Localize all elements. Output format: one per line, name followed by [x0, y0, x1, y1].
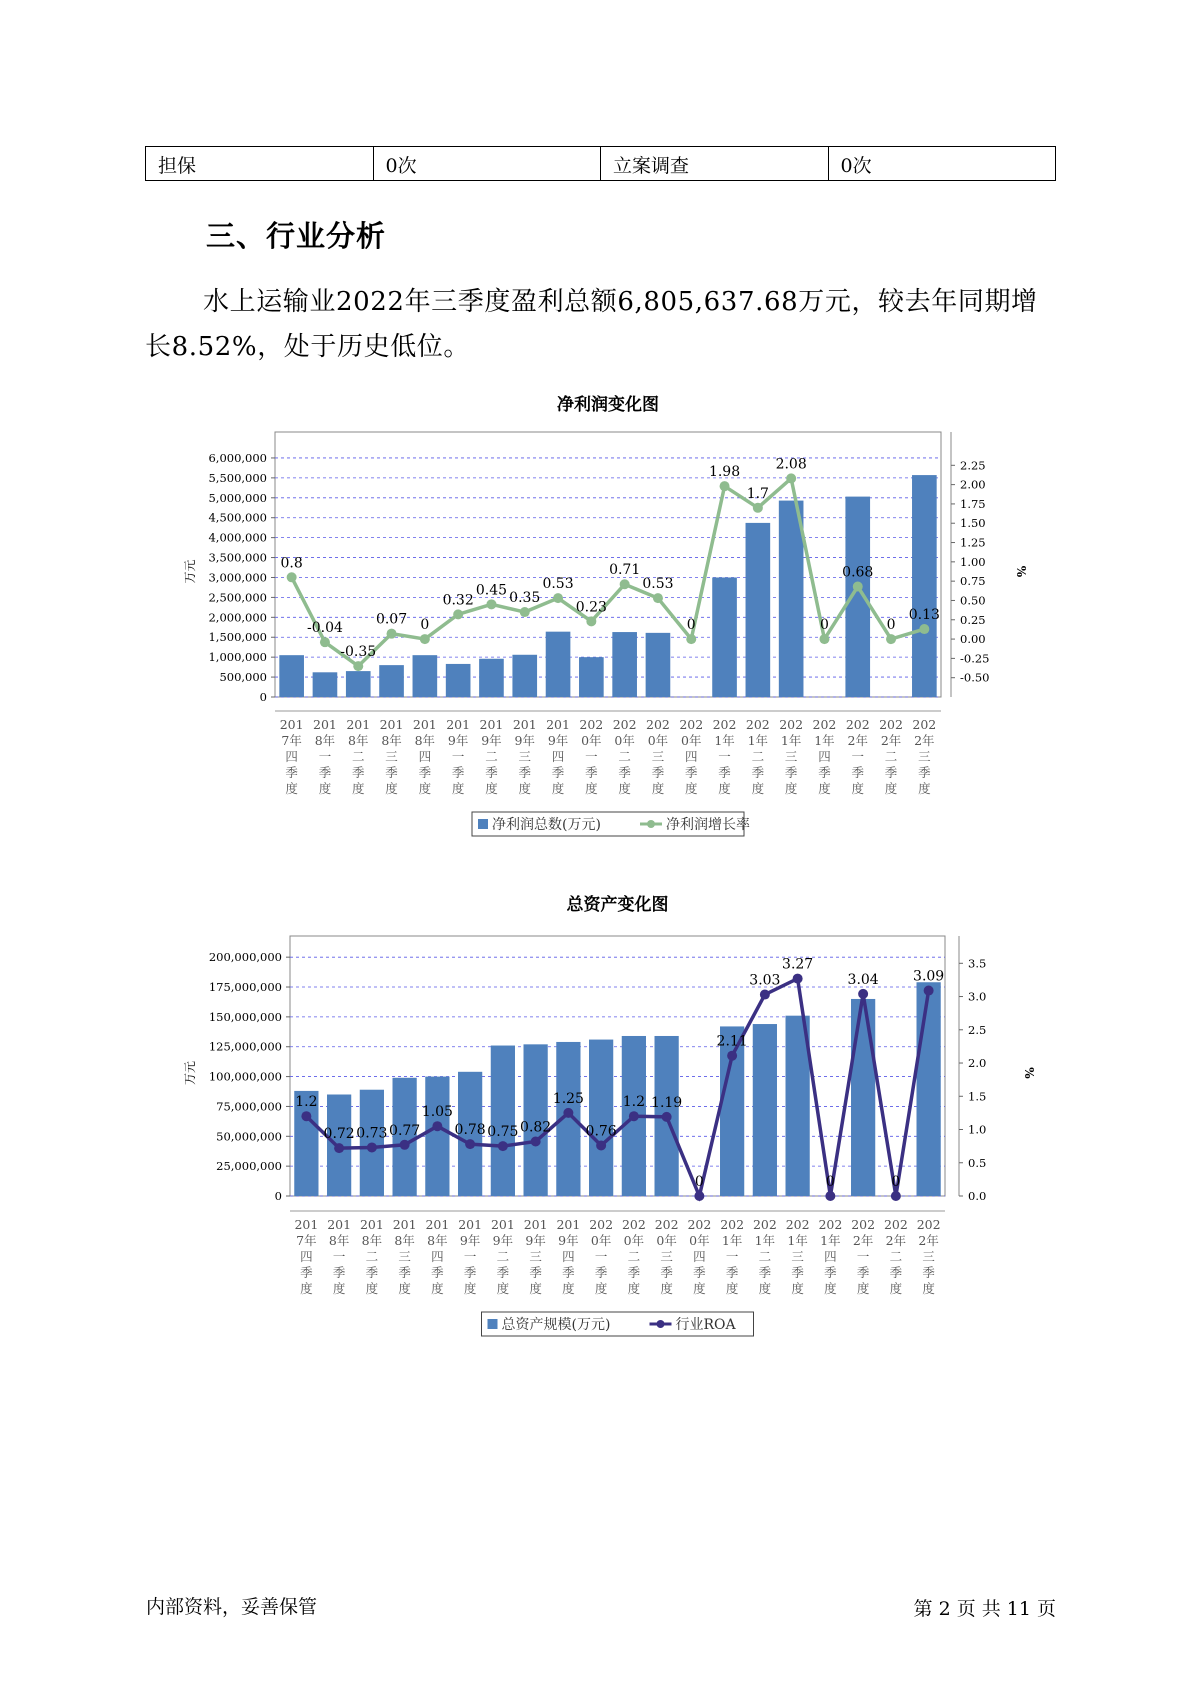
category-label: 202 0年一季度: [579, 717, 604, 796]
category-label: 202 1年二季度: [745, 717, 770, 796]
left-tick-label: 125,000,000: [208, 1039, 282, 1054]
data-label: 0.8: [280, 555, 303, 572]
series-point: [786, 473, 796, 483]
bar: [612, 632, 637, 697]
right-tick-label: 0.0: [968, 1189, 987, 1203]
bar: [346, 671, 371, 697]
series-point: [367, 1142, 377, 1152]
category-label: 202 1年一季度: [712, 717, 737, 796]
right-axis-label: %: [1022, 1067, 1036, 1079]
bar: [379, 665, 404, 697]
series-point: [858, 989, 868, 999]
category-label: 202 0年四季度: [687, 1217, 712, 1296]
category-label: 202 2年一季度: [851, 1217, 876, 1296]
series-point: [596, 1140, 606, 1150]
bar: [589, 1040, 613, 1196]
data-label: 0.32: [442, 592, 474, 609]
series-point: [486, 599, 496, 609]
series-point: [720, 481, 730, 491]
legend-line-label: 净利润增长率: [666, 817, 750, 833]
category-label: 202 2年三季度: [916, 1217, 941, 1296]
category-label: 201 7年四季度: [294, 1217, 319, 1296]
left-tick-label: 3,000,000: [208, 570, 267, 585]
series-line: [292, 478, 925, 666]
data-label: 0.07: [375, 611, 408, 628]
data-label: 0.53: [642, 576, 674, 593]
series-point: [498, 1141, 508, 1151]
category-label: 202 2年三季度: [912, 717, 937, 796]
bar: [917, 982, 941, 1196]
data-label: 0: [694, 1174, 704, 1190]
series-point: [760, 990, 770, 1000]
category-label: 202 0年四季度: [679, 717, 704, 796]
series-point: [819, 634, 829, 644]
data-label: 0: [819, 617, 829, 634]
series-point: [825, 1191, 835, 1201]
bar: [851, 999, 875, 1196]
left-tick-label: 4,500,000: [208, 510, 267, 525]
total-assets-chart: [180, 894, 1040, 1354]
category-label: 201 8年一季度: [313, 717, 337, 796]
left-tick-label: 5,500,000: [208, 470, 267, 485]
data-label: 0.68: [842, 564, 874, 581]
series-point: [620, 579, 630, 589]
category-label: 202 1年一季度: [720, 1217, 745, 1296]
category-label: 201 8年一季度: [327, 1217, 352, 1296]
legend-bar-swatch: [478, 819, 488, 829]
data-label: 0.77: [389, 1122, 421, 1139]
category-label: 202 2年二季度: [883, 1217, 908, 1296]
bar: [912, 475, 937, 697]
net-profit-chart: [180, 394, 1040, 854]
info-table: [145, 146, 1056, 181]
series-point: [320, 637, 330, 647]
series-point: [387, 629, 397, 639]
data-label: 0: [825, 1174, 835, 1190]
category-label: 201 8年四季度: [425, 1217, 450, 1296]
data-label: 0.53: [542, 576, 574, 593]
left-tick-label: 2,000,000: [208, 610, 267, 625]
left-tick-label: 1,500,000: [208, 630, 267, 645]
series-point: [891, 1191, 901, 1201]
data-label: 1.7: [746, 485, 769, 502]
left-tick-label: 0: [274, 1189, 282, 1203]
right-tick-label: -0.50: [960, 670, 990, 685]
category-label: 202 1年三季度: [785, 1217, 810, 1296]
series-point: [793, 974, 803, 984]
series-point: [686, 634, 696, 644]
data-label: 1.2: [622, 1094, 646, 1111]
category-label: 201 7年四季度: [279, 717, 304, 796]
category-label: 202 1年三季度: [779, 717, 804, 796]
bar: [425, 1077, 449, 1196]
bar: [712, 577, 737, 697]
right-tick-label: 2.5: [968, 1022, 987, 1037]
series-point: [924, 986, 934, 996]
section-heading: 三、行业分析: [206, 219, 387, 253]
data-label: 0: [886, 617, 896, 634]
series-point: [520, 607, 530, 617]
data-label: 1.05: [421, 1104, 453, 1121]
data-label: 3.27: [782, 956, 814, 973]
bar: [746, 523, 771, 697]
category-label: 201 9年三季度: [512, 717, 537, 796]
category-label: 202 1年二季度: [752, 1217, 777, 1296]
left-tick-label: 25,000,000: [216, 1159, 282, 1174]
right-axis-label: %: [1014, 565, 1028, 578]
data-label: 2.08: [775, 456, 807, 473]
bar: [491, 1046, 515, 1196]
left-tick-label: 0: [259, 690, 267, 704]
series-point: [586, 616, 596, 626]
series-point: [353, 661, 363, 671]
table-cell-investigation-count: 0次: [828, 147, 1056, 181]
series-point: [400, 1140, 410, 1150]
series-point: [694, 1191, 704, 1201]
category-label: 202 0年一季度: [589, 1217, 614, 1296]
category-label: 201 9年三季度: [523, 1217, 548, 1296]
category-label: 201 9年二季度: [479, 717, 504, 796]
left-tick-label: 200,000,000: [208, 950, 282, 965]
category-label: 201 8年二季度: [359, 1217, 384, 1296]
legend-bar-label: 净利润总数(万元): [492, 817, 601, 833]
category-label: 202 0年三季度: [654, 1217, 679, 1296]
series-point: [334, 1143, 344, 1153]
series-point: [432, 1121, 442, 1131]
left-tick-label: 50,000,000: [216, 1129, 282, 1144]
right-tick-label: 2.0: [968, 1056, 987, 1071]
bar: [779, 501, 804, 697]
data-label: 0.45: [475, 582, 508, 599]
left-tick-label: 500,000: [219, 670, 267, 685]
left-tick-label: 100,000,000: [208, 1069, 282, 1084]
category-label: 201 9年四季度: [546, 717, 570, 796]
data-label: 0.23: [575, 599, 607, 616]
data-label: 3.03: [749, 972, 781, 989]
data-label: 1.98: [708, 464, 741, 481]
data-label: 1.19: [651, 1094, 683, 1111]
right-tick-label: 2.25: [960, 458, 986, 473]
series-point: [553, 593, 563, 603]
category-label: 202 2年二季度: [879, 717, 903, 796]
right-tick-label: -0.25: [960, 651, 990, 666]
left-axis-label: 万元: [183, 1060, 197, 1086]
bar: [313, 672, 338, 697]
left-tick-label: 2,500,000: [208, 590, 267, 605]
series-point: [465, 1139, 475, 1149]
legend-line-marker: [657, 1320, 665, 1328]
table-cell-investigation-label: 立案调查: [601, 147, 829, 181]
legend-line-label: 行业ROA: [675, 1317, 736, 1333]
series-point: [420, 634, 430, 644]
right-tick-label: 3.0: [968, 989, 987, 1004]
legend-line-marker: [647, 820, 655, 828]
right-tick-label: 0.25: [960, 612, 986, 627]
series-point: [629, 1111, 639, 1121]
right-tick-label: 1.25: [960, 535, 986, 550]
series-point: [287, 572, 297, 582]
right-tick-label: 2.00: [960, 477, 986, 492]
bar: [546, 632, 571, 697]
table-cell-guarantee-label: 担保: [146, 147, 374, 181]
series-point: [531, 1136, 541, 1146]
category-label: 201 9年一季度: [458, 1217, 483, 1296]
series-point: [919, 624, 929, 634]
right-tick-label: 0.00: [960, 632, 986, 647]
category-label: 201 9年二季度: [490, 1217, 515, 1296]
right-tick-label: 0.75: [960, 574, 986, 589]
right-tick-label: 0.50: [960, 593, 986, 608]
right-tick-label: 1.75: [960, 496, 986, 511]
series-point: [662, 1112, 672, 1122]
bar: [579, 657, 604, 697]
footer-page-number: 第 2 页 共 11 页: [913, 1598, 1056, 1620]
bar: [446, 664, 471, 697]
data-label: 0: [686, 617, 696, 634]
category-label: 202 0年二季度: [621, 1217, 646, 1296]
data-label: 1.25: [552, 1090, 584, 1107]
category-label: 201 8年三季度: [379, 717, 404, 796]
series-point: [886, 634, 896, 644]
legend-bar-label: 总资产规模(万元): [501, 1317, 611, 1333]
left-tick-label: 6,000,000: [208, 450, 267, 465]
chart-title: 净利润变化图: [557, 395, 659, 415]
data-label: 0.13: [908, 607, 940, 624]
data-label: 0.72: [323, 1126, 355, 1143]
category-label: 202 2年一季度: [845, 717, 870, 796]
data-label: 1.2: [295, 1094, 318, 1111]
left-axis-label: 万元: [183, 559, 197, 584]
category-label: 201 8年二季度: [346, 717, 371, 796]
bar: [512, 655, 537, 697]
series-point: [563, 1108, 573, 1118]
bar: [646, 633, 671, 697]
category-label: 202 0年二季度: [612, 717, 637, 796]
data-label: 0.76: [585, 1123, 617, 1140]
series-point: [653, 593, 663, 603]
right-tick-label: 1.00: [960, 554, 986, 569]
data-label: 0: [420, 617, 430, 634]
data-label: 2.11: [716, 1033, 748, 1050]
bar: [413, 655, 438, 697]
right-tick-label: 1.50: [960, 516, 986, 531]
data-label: 0.73: [356, 1125, 388, 1142]
left-tick-label: 4,000,000: [208, 530, 267, 545]
footer-confidential: 内部资料，妥善保管: [146, 1596, 318, 1618]
left-tick-label: 5,000,000: [208, 490, 267, 505]
series-point: [453, 609, 463, 619]
data-label: 3.09: [913, 968, 945, 985]
data-label: -0.04: [306, 620, 343, 637]
series-point: [727, 1051, 737, 1061]
right-tick-label: 0.5: [968, 1155, 987, 1170]
series-point: [753, 503, 763, 513]
data-label: 0.78: [454, 1122, 486, 1139]
data-label: 0.75: [487, 1124, 519, 1141]
category-label: 202 1年四季度: [818, 1217, 843, 1296]
category-label: 202 1年四季度: [812, 717, 837, 796]
bar: [753, 1024, 777, 1196]
data-label: 0: [891, 1174, 901, 1190]
left-tick-label: 1,000,000: [208, 650, 267, 665]
data-label: 0.82: [520, 1119, 552, 1136]
table-cell-guarantee-count: 0次: [373, 147, 601, 181]
series-point: [301, 1111, 311, 1121]
table-row: [146, 147, 1056, 181]
chart-title: 总资产变化图: [566, 895, 669, 915]
right-tick-label: 1.0: [968, 1122, 987, 1137]
data-label: 0.35: [509, 590, 541, 607]
category-label: 202 0年三季度: [646, 717, 670, 796]
data-label: 0.71: [609, 562, 641, 579]
analysis-paragraph: 水上运输业2022年三季度盈利总额6,805,637.68万元，较去年同期增长8.52%，处于历史低位。: [145, 287, 1038, 362]
series-point: [853, 582, 863, 592]
data-label: -0.35: [340, 644, 377, 661]
bar: [845, 497, 870, 697]
left-tick-label: 3,500,000: [208, 550, 267, 565]
category-label: 201 9年四季度: [556, 1217, 581, 1296]
left-tick-label: 175,000,000: [208, 980, 282, 995]
bar: [279, 655, 304, 697]
right-tick-label: 1.5: [968, 1089, 987, 1104]
bar: [479, 659, 504, 697]
category-label: 201 8年三季度: [392, 1217, 417, 1296]
category-label: 201 9年一季度: [446, 717, 471, 796]
left-tick-label: 75,000,000: [216, 1099, 282, 1114]
legend-bar-swatch: [488, 1319, 498, 1329]
category-label: 201 8年四季度: [412, 717, 437, 796]
left-tick-label: 150,000,000: [208, 1009, 282, 1024]
data-label: 3.04: [847, 971, 879, 988]
right-tick-label: 3.5: [968, 956, 987, 971]
